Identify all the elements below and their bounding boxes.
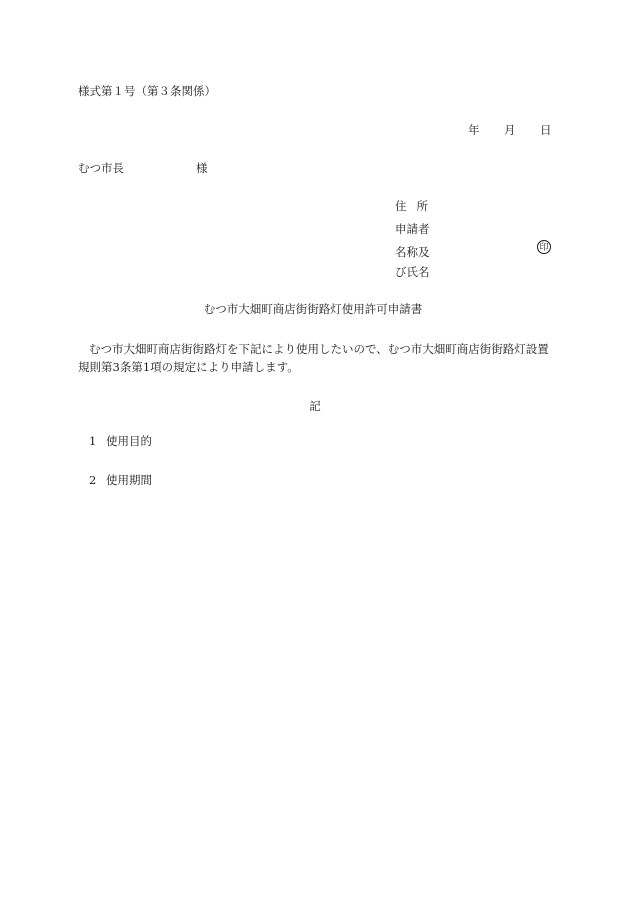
- addressee: [78, 161, 208, 175]
- date-year-label: 年: [468, 123, 480, 137]
- item-number: 2: [89, 473, 97, 487]
- date-day-label: 日: [540, 123, 552, 137]
- addressee-mayor: むつ市長: [78, 161, 124, 175]
- document-title: むつ市大畑町商店街街路灯使用許可申請書: [203, 302, 423, 316]
- list-item: [89, 434, 152, 448]
- item-label: 使用期間: [106, 473, 152, 487]
- item-label: 使用目的: [106, 434, 152, 448]
- address-label: 住所: [395, 199, 438, 213]
- applicant-label: 申請者: [395, 222, 430, 236]
- ki-heading: 記: [309, 399, 321, 413]
- item-number: 1: [89, 434, 97, 448]
- document-title-row: [0, 302, 630, 316]
- form-number: 様式第１号（第３条関係）: [78, 84, 216, 98]
- date-line: [468, 123, 552, 137]
- list-item: [89, 473, 152, 487]
- addressee-honorific: 様: [196, 161, 208, 175]
- name-label-line2: び氏名: [395, 265, 430, 279]
- body-paragraph: むつ市大畑町商店街街路灯を下記により使用したいので、むつ市大畑町商店街街路灯設置規則第3条第1項の規定により申請します。: [78, 342, 549, 374]
- date-month-label: 月: [504, 123, 516, 137]
- seal-mark: 印: [537, 240, 551, 254]
- name-label-line1: 名称及: [395, 245, 430, 259]
